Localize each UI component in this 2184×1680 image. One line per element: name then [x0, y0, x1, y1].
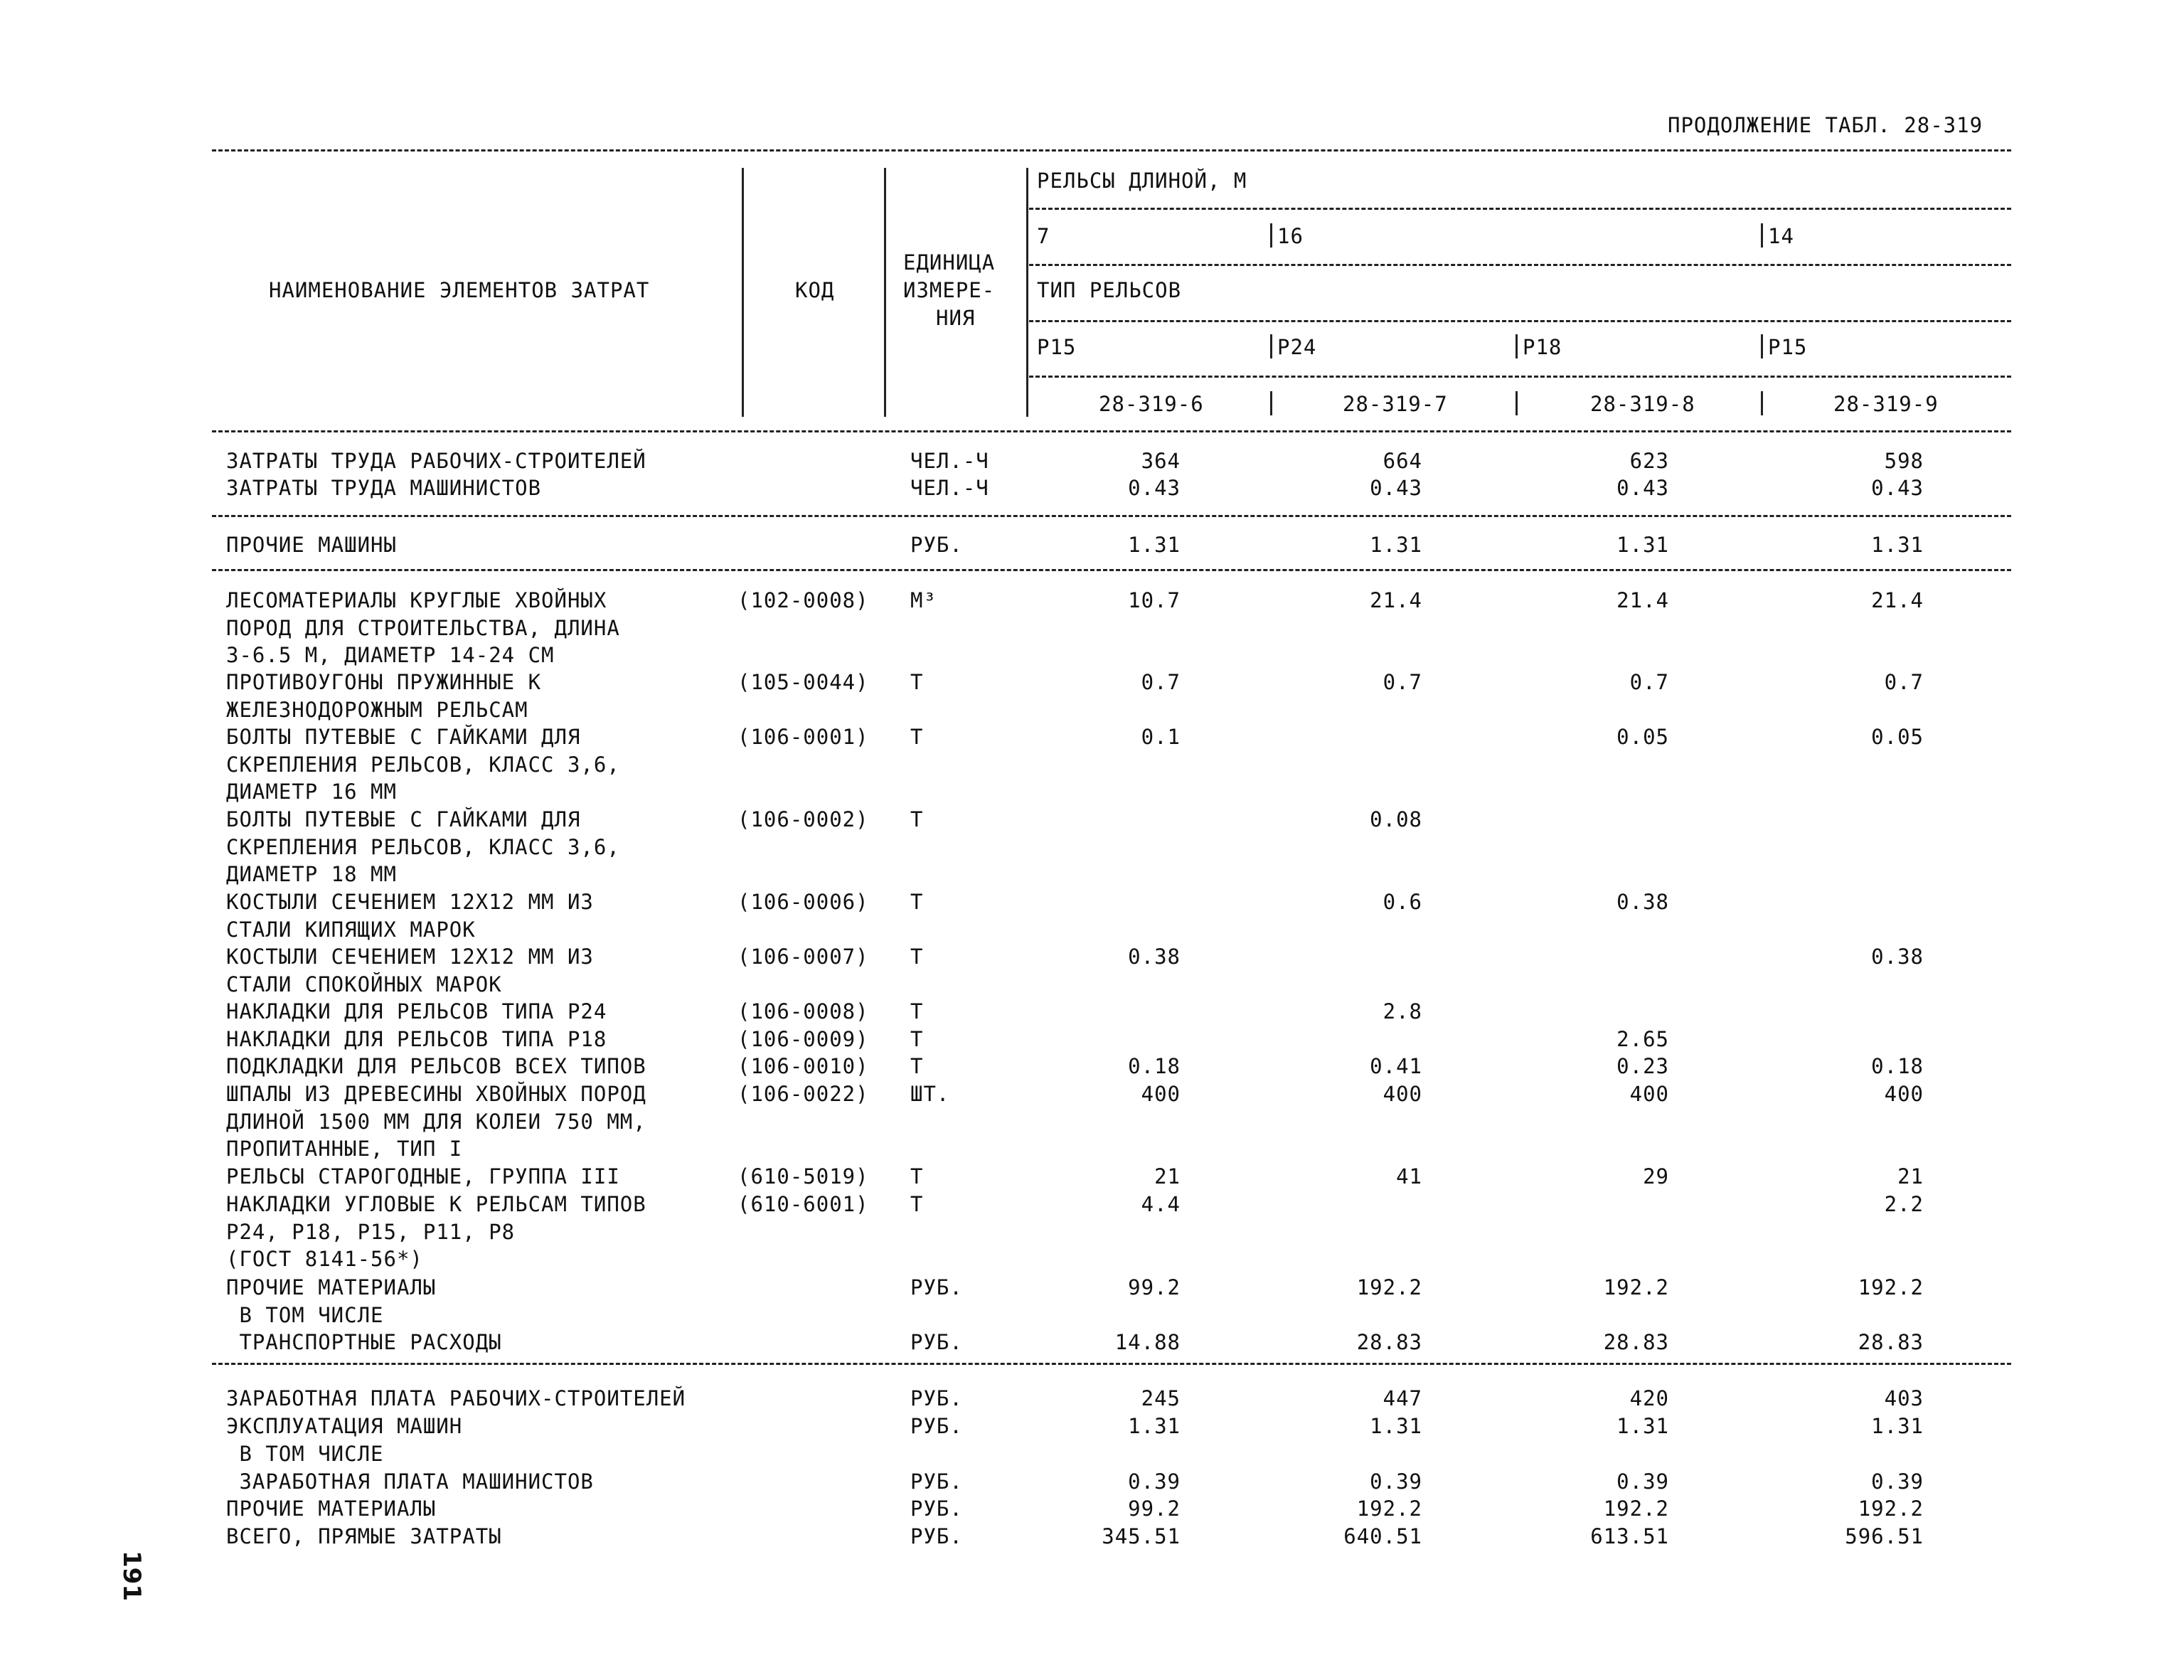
row-code: (106-0006) — [737, 890, 869, 914]
row-unit: Т — [910, 1054, 924, 1078]
row-value: 0.18 — [1871, 1054, 1924, 1078]
row-value: 245 — [1141, 1386, 1181, 1410]
row-value: 0.05 — [1616, 725, 1669, 749]
header-rule-2 — [1029, 264, 2011, 266]
row-value: 0.43 — [1128, 476, 1181, 500]
row-value: 400 — [1884, 1082, 1924, 1106]
row-name-line: ПРОЧИЕ МАШИНЫ — [226, 533, 397, 557]
row-value: 41 — [1396, 1164, 1422, 1189]
row-value: 28.83 — [1356, 1330, 1422, 1354]
row-value: 21.4 — [1616, 588, 1669, 612]
row-value: 345.51 — [1102, 1524, 1181, 1548]
row-value: 0.7 — [1141, 670, 1181, 694]
row-name-line: В ТОМ ЧИСЛЕ — [226, 1442, 384, 1466]
row-value: 0.43 — [1616, 476, 1669, 500]
type-1: Р15 — [1037, 335, 1077, 359]
row-name-line: ПРОЧИЕ МАТЕРИАЛЫ — [226, 1275, 437, 1299]
row-name-line: НАКЛАДКИ ДЛЯ РЕЛЬСОВ ТИПА Р18 — [226, 1027, 607, 1051]
row-name-line: ТРАНСПОРТНЫЕ РАСХОДЫ — [226, 1330, 502, 1354]
norm-code-2: 28-319-7 — [1343, 392, 1448, 416]
row-name-line: БОЛТЫ ПУТЕВЫЕ С ГАЙКАМИ ДЛЯ — [226, 725, 581, 749]
unit-column-header-2: ИЗМЕРЕ- — [903, 278, 996, 302]
row-value: 403 — [1884, 1386, 1924, 1410]
row-value: 598 — [1884, 449, 1924, 473]
row-code: (106-0009) — [737, 1027, 869, 1051]
row-name-line: ПОДКЛАДКИ ДЛЯ РЕЛЬСОВ ВСЕХ ТИПОВ — [226, 1054, 646, 1078]
row-unit: ЧЕЛ.-Ч — [910, 476, 989, 500]
row-value: 1.31 — [1370, 533, 1422, 557]
header-rule-4 — [1029, 376, 2011, 378]
row-name-line: ЗАРАБОТНАЯ ПЛАТА РАБОЧИХ-СТРОИТЕЛЕЙ — [226, 1386, 686, 1410]
unit-column-header-1: ЕДИНИЦА — [903, 250, 996, 275]
row-unit: РУБ. — [910, 1414, 963, 1438]
norm-divider-4 — [1761, 391, 1763, 415]
header-divider-2 — [884, 168, 886, 417]
row-name-line: ДИАМЕТР 18 ММ — [226, 862, 397, 886]
row-unit: Т — [910, 945, 924, 969]
row-value: 420 — [1629, 1386, 1669, 1410]
row-code: (106-0022) — [737, 1082, 869, 1106]
row-value: 1.31 — [1370, 1414, 1422, 1438]
row-name-line: РЕЛЬСЫ СТАРОГОДНЫЕ, ГРУППА III — [226, 1164, 620, 1189]
row-value: 0.38 — [1128, 945, 1181, 969]
code-column-header: КОД — [795, 278, 835, 302]
row-value: 664 — [1383, 449, 1422, 473]
row-value: 1.31 — [1616, 533, 1669, 557]
row-value: 0.08 — [1370, 807, 1422, 831]
row-value: 0.7 — [1629, 670, 1669, 694]
header-bottom-rule — [212, 430, 2011, 432]
row-value: 2.65 — [1616, 1027, 1669, 1051]
row-name-line: (ГОСТ 8141-56*) — [226, 1247, 423, 1271]
row-code: (106-0002) — [737, 807, 869, 831]
row-value: 0.41 — [1370, 1054, 1422, 1078]
row-unit: Т — [910, 807, 924, 831]
row-code: (106-0001) — [737, 725, 869, 749]
rail-type-header: ТИП РЕЛЬСОВ — [1037, 278, 1182, 302]
row-code: (610-6001) — [737, 1192, 869, 1216]
row-value: 596.51 — [1845, 1524, 1924, 1548]
row-unit: РУБ. — [910, 1496, 963, 1521]
row-value: 0.6 — [1383, 890, 1422, 914]
row-name-line: СТАЛИ СПОКОЙНЫХ МАРОК — [226, 972, 502, 996]
row-value: 192.2 — [1603, 1496, 1669, 1521]
row-name-line: ЗАТРАТЫ ТРУДА МАШИНИСТОВ — [226, 476, 542, 500]
row-name-line: КОСТЫЛИ СЕЧЕНИЕМ 12Х12 ММ ИЗ — [226, 945, 594, 969]
top-rule — [212, 149, 2011, 151]
header-rule-1 — [1029, 208, 2011, 210]
row-name-line: КОСТЫЛИ СЕЧЕНИЕМ 12Х12 ММ ИЗ — [226, 890, 594, 914]
row-value: 14.88 — [1114, 1330, 1181, 1354]
length-16: 16 — [1277, 224, 1304, 248]
row-name-line: ЭКСПЛУАТАЦИЯ МАШИН — [226, 1414, 463, 1438]
row-value: 192.2 — [1858, 1275, 1924, 1299]
header-divider-3 — [1026, 168, 1028, 417]
row-value: 2.8 — [1383, 999, 1422, 1024]
row-name-line: ЖЕЛЕЗНОДОРОЖНЫМ РЕЛЬСАМ — [226, 697, 528, 722]
row-value: 0.43 — [1871, 476, 1924, 500]
row-value: 1.31 — [1616, 1414, 1669, 1438]
row-name-line: ПРОЧИЕ МАТЕРИАЛЫ — [226, 1496, 437, 1521]
name-column-header: НАИМЕНОВАНИЕ ЭЛЕМЕНТОВ ЗАТРАТ — [269, 278, 650, 302]
row-unit: РУБ. — [910, 1386, 963, 1410]
type-divider-2 — [1270, 334, 1272, 358]
row-unit: РУБ. — [910, 1275, 963, 1299]
row-value: 1.31 — [1128, 533, 1181, 557]
row-value: 447 — [1383, 1386, 1422, 1410]
row-unit: Т — [910, 999, 924, 1024]
length-14: 14 — [1768, 224, 1794, 248]
type-4: Р15 — [1768, 335, 1808, 359]
row-value: 1.31 — [1871, 533, 1924, 557]
row-value: 1.31 — [1871, 1414, 1924, 1438]
row-code: (102-0008) — [737, 588, 869, 612]
row-value: 0.38 — [1616, 890, 1669, 914]
header-rule-3 — [1029, 320, 2011, 322]
row-unit: РУБ. — [910, 1330, 963, 1354]
row-value: 99.2 — [1128, 1496, 1181, 1521]
row-value: 192.2 — [1356, 1496, 1422, 1521]
row-value: 364 — [1141, 449, 1181, 473]
unit-column-header-3: НИЯ — [936, 306, 976, 330]
row-value: 192.2 — [1603, 1275, 1669, 1299]
row-value: 28.83 — [1603, 1330, 1669, 1354]
row-value: 0.39 — [1370, 1469, 1422, 1494]
row-value: 0.7 — [1383, 670, 1422, 694]
row-unit: М³ — [910, 588, 937, 612]
length-divider-14 — [1761, 223, 1763, 248]
row-name-line: В ТОМ ЧИСЛЕ — [226, 1303, 384, 1327]
row-value: 4.4 — [1141, 1192, 1181, 1216]
length-divider-16 — [1270, 223, 1272, 248]
row-value: 10.7 — [1128, 588, 1181, 612]
row-name-line: ДИАМЕТР 16 ММ — [226, 780, 397, 804]
row-unit: РУБ. — [910, 1524, 963, 1548]
norm-code-1: 28-319-6 — [1099, 392, 1204, 416]
row-name-line: ДЛИНОЙ 1500 ММ ДЛЯ КОЛЕИ 750 ММ, — [226, 1109, 646, 1134]
row-unit: РУБ. — [910, 1469, 963, 1494]
row-value: 29 — [1643, 1164, 1669, 1189]
row-unit: РУБ. — [910, 533, 963, 557]
row-name-line: НАКЛАДКИ ДЛЯ РЕЛЬСОВ ТИПА Р24 — [226, 999, 607, 1024]
row-value: 21.4 — [1370, 588, 1422, 612]
row-name-line: ЛЕСОМАТЕРИАЛЫ КРУГЛЫЕ ХВОЙНЫХ — [226, 588, 607, 612]
row-value: 28.83 — [1858, 1330, 1924, 1354]
row-value: 192.2 — [1858, 1496, 1924, 1521]
row-unit: ЧЕЛ.-Ч — [910, 449, 989, 473]
row-code: (106-0008) — [737, 999, 869, 1024]
rail-length-header: РЕЛЬСЫ ДЛИНОЙ, М — [1037, 169, 1247, 193]
row-name-line: ПОРОД ДЛЯ СТРОИТЕЛЬСТВА, ДЛИНА — [226, 615, 620, 640]
row-unit: Т — [910, 890, 924, 914]
norm-code-3: 28-319-8 — [1590, 392, 1695, 416]
row-value: 0.43 — [1370, 476, 1422, 500]
row-name-line: СКРЕПЛЕНИЯ РЕЛЬСОВ, КЛАСС 3,6, — [226, 752, 620, 777]
row-value: 2.2 — [1884, 1192, 1924, 1216]
row-unit: ШТ. — [910, 1082, 950, 1106]
row-value: 623 — [1629, 449, 1669, 473]
type-divider-4 — [1761, 334, 1763, 358]
row-name-line: НАКЛАДКИ УГЛОВЫЕ К РЕЛЬСАМ ТИПОВ — [226, 1192, 646, 1216]
row-value: 0.39 — [1128, 1469, 1181, 1494]
row-value: 613.51 — [1590, 1524, 1669, 1548]
row-unit: Т — [910, 1027, 924, 1051]
type-2: Р24 — [1277, 335, 1317, 359]
row-unit: Т — [910, 1192, 924, 1216]
row-value: 21.4 — [1871, 588, 1924, 612]
row-name-line: ПРОПИТАННЫЕ, ТИП I — [226, 1137, 463, 1161]
length-7: 7 — [1037, 224, 1050, 248]
type-divider-3 — [1516, 334, 1518, 358]
row-name-line: ПРОТИВОУГОНЫ ПРУЖИННЫЕ К — [226, 670, 542, 694]
row-value: 21 — [1897, 1164, 1924, 1189]
section-rule-1 — [212, 515, 2011, 517]
row-value: 21 — [1154, 1164, 1181, 1189]
row-name-line: ШПАЛЫ ИЗ ДРЕВЕСИНЫ ХВОЙНЫХ ПОРОД — [226, 1082, 646, 1106]
row-unit: Т — [910, 670, 924, 694]
row-unit: Т — [910, 725, 924, 749]
row-name-line: СКРЕПЛЕНИЯ РЕЛЬСОВ, КЛАСС 3,6, — [226, 834, 620, 859]
row-name-line: ЗАРАБОТНАЯ ПЛАТА МАШИНИСТОВ — [226, 1469, 594, 1494]
row-value: 192.2 — [1356, 1275, 1422, 1299]
type-3: Р18 — [1523, 335, 1562, 359]
norm-divider-2 — [1270, 391, 1272, 415]
row-code: (106-0007) — [737, 945, 869, 969]
row-value: 400 — [1141, 1082, 1181, 1106]
row-name-line: Р24, Р18, Р15, Р11, Р8 — [226, 1219, 516, 1244]
row-code: (610-5019) — [737, 1164, 869, 1189]
row-value: 640.51 — [1343, 1524, 1422, 1548]
section-rule-3 — [212, 1363, 2011, 1365]
row-value: 0.05 — [1871, 725, 1924, 749]
row-name-line: СТАЛИ КИПЯЩИХ МАРОК — [226, 917, 476, 942]
row-value: 0.1 — [1141, 725, 1181, 749]
row-value: 1.31 — [1128, 1414, 1181, 1438]
row-value: 99.2 — [1128, 1275, 1181, 1299]
row-name-line: 3-6.5 М, ДИАМЕТР 14-24 СМ — [226, 643, 555, 667]
row-code: (105-0044) — [737, 670, 869, 694]
section-rule-2 — [212, 569, 2011, 571]
page-number: 191 — [117, 1551, 146, 1601]
row-name-line: БОЛТЫ ПУТЕВЫЕ С ГАЙКАМИ ДЛЯ — [226, 807, 581, 831]
row-value: 400 — [1629, 1082, 1669, 1106]
row-value: 0.39 — [1871, 1469, 1924, 1494]
row-value: 0.7 — [1884, 670, 1924, 694]
row-name-line: ЗАТРАТЫ ТРУДА РАБОЧИХ-СТРОИТЕЛЕЙ — [226, 449, 646, 473]
row-name-line: ВСЕГО, ПРЯМЫЕ ЗАТРАТЫ — [226, 1524, 502, 1548]
row-value: 0.39 — [1616, 1469, 1669, 1494]
table-continuation-title: ПРОДОЛЖЕНИЕ ТАБЛ. 28-319 — [1668, 113, 1983, 137]
row-value: 400 — [1383, 1082, 1422, 1106]
row-unit: Т — [910, 1164, 924, 1189]
row-value: 0.18 — [1128, 1054, 1181, 1078]
row-value: 0.23 — [1616, 1054, 1669, 1078]
norm-divider-3 — [1516, 391, 1518, 415]
norm-code-4: 28-319-9 — [1833, 392, 1939, 416]
row-value: 0.38 — [1871, 945, 1924, 969]
row-code: (106-0010) — [737, 1054, 869, 1078]
header-divider-1 — [742, 168, 744, 417]
